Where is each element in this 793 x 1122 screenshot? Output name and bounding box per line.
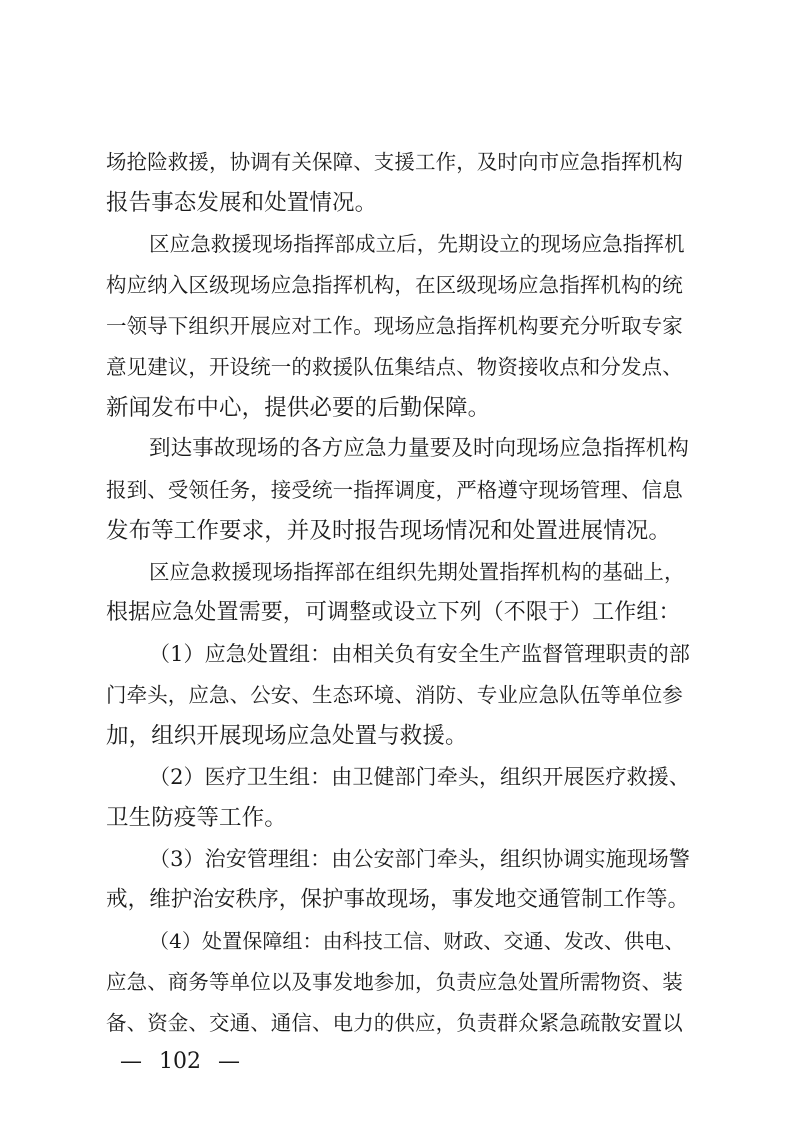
text-line: 加，组织开展现场应急处置与救援。	[106, 723, 468, 749]
page-footer	[120, 1047, 240, 1077]
text-line: 报告事态发展和处置情况。	[106, 190, 378, 216]
text-line: （3）治安管理组：由公安部门牵头，组织协调实施现场警	[149, 847, 690, 871]
text-line: 报到、受领任务，接受统一指挥调度，严格遵守现场管理、信息	[106, 478, 683, 502]
text-line: 戒，维护治安秩序，保护事故现场，事发地交通管制工作等。	[106, 887, 690, 912]
text-line: 发布等工作要求，并及时报告现场情况和处置进展情况。	[106, 518, 672, 544]
text-line: 意见建议，开设统一的救援队伍集结点、物资接收点和分发点、	[106, 355, 683, 379]
text-line: 应急、商务等单位以及事发地参加，负责应急处置所需物资、装	[106, 970, 683, 994]
footer-dash-right: —	[218, 1049, 240, 1074]
text-line: 门牵头，应急、公安、生态环境、消防、专业应急队伍等单位参	[106, 683, 683, 707]
footer-dash-left: —	[120, 1049, 142, 1074]
page-number: 102	[159, 1049, 201, 1074]
text-line: 根据应急处置需要，可调整或设立下列（不限于）工作组：	[106, 600, 681, 625]
text-line: 新闻发布中心，提供必要的后勤保障。	[106, 395, 491, 421]
text-line: （1）应急处置组：由相关负有安全生产监督管理职责的部	[149, 642, 690, 666]
text-line: 构应纳入区级现场应急指挥机构，在区级现场应急指挥机构的统	[106, 273, 683, 297]
text-line: 一领导下组织开展应对工作。现场应急指挥机构要充分听取专家	[106, 314, 683, 338]
text-line: 卫生防疫等工作。	[106, 805, 287, 831]
text-line: 区应急救援现场指挥部成立后，先期设立的现场应急指挥机	[149, 232, 685, 256]
text-line: 到达事故现场的各方应急力量要及时向现场应急指挥机构	[149, 436, 690, 461]
text-line: 备、资金、交通、通信、电力的供应，负责群众紧急疏散安置以	[106, 1011, 683, 1035]
text-line: （4）处置保障组：由科技工信、财政、交通、发改、供电、	[149, 929, 685, 953]
text-line: （2）医疗卫生组：由卫健部门牵头，组织开展医疗救援、	[149, 765, 690, 789]
text-line: 区应急救援现场指挥部在组织先期处置指挥机构的基础上，	[149, 560, 685, 584]
text-line: 场抢险救援，协调有关保障、支援工作，及时向市应急指挥机构	[106, 150, 683, 174]
